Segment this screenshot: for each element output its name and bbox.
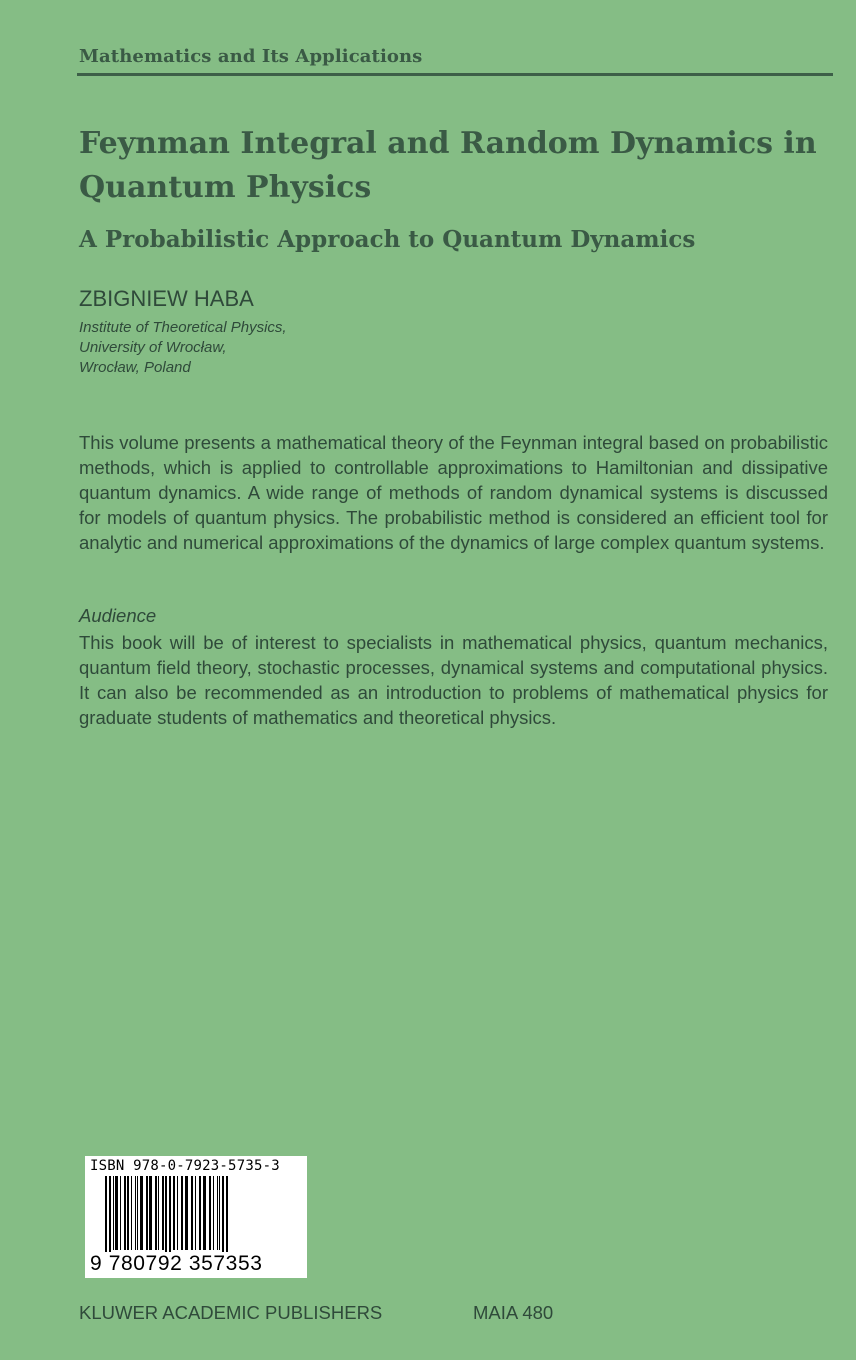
barcode-bar — [209, 1176, 211, 1250]
barcode-bar — [115, 1176, 118, 1250]
barcode-bar — [177, 1176, 178, 1250]
barcode-bar — [155, 1176, 157, 1250]
barcode-bar — [162, 1176, 164, 1250]
barcode-bar — [203, 1176, 206, 1250]
series-number: MAIA 480 — [473, 1302, 554, 1323]
barcode-bar — [127, 1176, 129, 1250]
barcode-bar — [113, 1176, 114, 1250]
barcode-bar — [137, 1176, 138, 1250]
author-affiliation — [79, 318, 287, 378]
barcode-bar — [120, 1176, 121, 1250]
publisher-name: KLUWER ACADEMIC PUBLISHERS — [79, 1302, 383, 1323]
barcode-bar — [173, 1176, 175, 1250]
affiliation-line: Institute of Theoretical Physics, — [79, 319, 287, 336]
affiliation-line: Wrocław, Poland — [79, 359, 191, 376]
barcode-bar — [213, 1176, 214, 1250]
barcode-bar — [146, 1176, 148, 1250]
isbn-barcode — [85, 1156, 307, 1278]
header-rule — [77, 73, 833, 76]
barcode-bars — [91, 1176, 297, 1260]
barcode-bar — [195, 1176, 196, 1250]
barcode-bar — [185, 1176, 188, 1250]
barcode-digits: 9 780792 357353 — [90, 1252, 263, 1275]
series-title: Mathematics and Its Applications — [79, 46, 423, 67]
barcode-bar — [124, 1176, 126, 1250]
barcode-bar — [109, 1176, 111, 1260]
barcode-bar — [226, 1176, 228, 1260]
audience-text: This book will be of interest to specialists in mathematical physics, quantum mechanics, quantum field theory, stochastic processes, dynamical systems and computational physics. It can also be recommended as an introduction to problems of mathematical physics for graduate students of mathematics and theoretical physics. — [79, 632, 828, 728]
barcode-bar — [191, 1176, 193, 1250]
barcode-bar — [149, 1176, 152, 1250]
audience-heading: Audience — [79, 605, 157, 626]
book-subtitle: A Probabilistic Approach to Quantum Dynamics — [79, 226, 696, 253]
barcode-bar — [158, 1176, 159, 1250]
book-description: This volume presents a mathematical theory of the Feynman integral based on probabilistic methods, which is applied to controllable approximations to Hamiltonian and dissipative quantum dynamics. A wide range of methods of random dynamical systems is discussed for models of quantum physics. The probabilistic method is considered an efficient tool for analytic and numerical approximations of the dynamics of large complex quantum systems. — [79, 432, 828, 553]
barcode-bar — [131, 1176, 132, 1250]
barcode-bar — [140, 1176, 143, 1250]
affiliation-line: University of Wrocław, — [79, 339, 227, 356]
book-title: Feynman Integral and Random Dynamics in Quantum Physics — [79, 126, 817, 205]
barcode-bar — [181, 1176, 183, 1250]
barcode-bar — [222, 1176, 224, 1260]
barcode-bar — [165, 1176, 167, 1260]
barcode-bar — [135, 1176, 136, 1250]
barcode-bar — [219, 1176, 220, 1250]
author-name: ZBIGNIEW HABA — [79, 286, 254, 311]
barcode-bar — [105, 1176, 107, 1260]
barcode-bar — [217, 1176, 218, 1250]
isbn-label: ISBN 978-0-7923-5735-3 — [90, 1158, 280, 1174]
barcode-bar — [169, 1176, 171, 1260]
barcode-bar — [199, 1176, 201, 1250]
